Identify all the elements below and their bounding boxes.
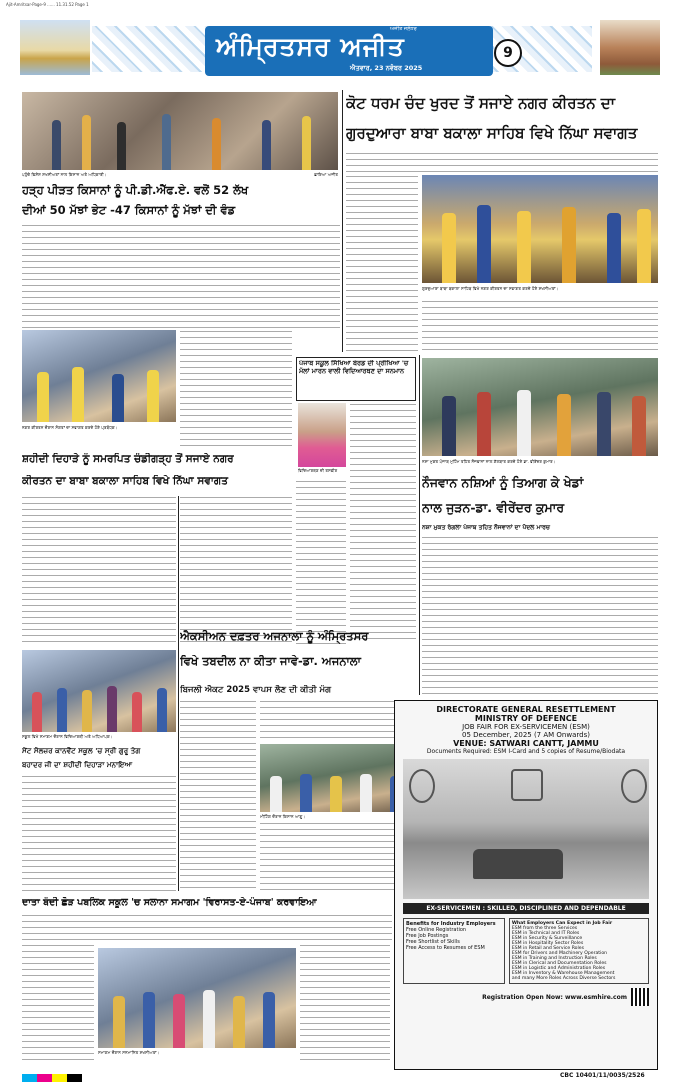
ad-expect-item: ESM for Drivers and Machinery Operation: [511, 951, 608, 956]
youth-story-body: [422, 536, 658, 694]
masthead: [20, 12, 660, 84]
student-story-right: [350, 403, 416, 643]
student-headline: ਪੰਜਾਬ ਸਕੂਲ ਸਿੱਖਿਆ ਬੋਰਡ ਦੀ ਪ੍ਰੀਖਿਆ 'ਚ ਮੱਲਾਂ ਮਾਰਨ ਵਾਲੀ ਵਿਦਿਆਰਥਣ ਦਾ ਸਨਮਾਨ: [299, 360, 409, 375]
ad-banner: EX-SERVICEMEN : SKILLED, DISCIPLINED AND DEPENDABLE: [403, 903, 649, 914]
xen-story-right-bottom: [260, 822, 416, 893]
lead-story-body: [346, 152, 658, 174]
youth-headline-line2: ਨਾਲ ਜੁੜਨ-ਡਾ. ਵੀਰੇਂਦਰ ਕੁਮਾਰ: [422, 500, 565, 515]
student-story-middle: [296, 480, 346, 645]
page-number: [494, 39, 522, 67]
student-headline-box: [296, 357, 416, 401]
xen-meeting-photo: [260, 744, 416, 812]
farmers-headline-line1: ਹੜ੍ਹ ਪੀੜਤ ਕਿਸਾਨਾਂ ਨੂੰ ਪੀ.ਡੀ.ਐੱਫ.ਏ. ਵਲੋਂ 52 ਲੱਖ: [22, 184, 249, 197]
ad-expect-box: [509, 918, 649, 984]
ad-employer-item: Free Shortlist of Skills: [406, 939, 460, 945]
ad-expect-item: ESM in Inventory & Warehouse Management: [511, 971, 615, 976]
masthead-subtitle: ਅਜੀਤ ਜਲੰਧਰ: [390, 26, 417, 32]
nagar-kirtan-caption: ਗੁਰਦੁਆਰਾ ਬਾਬਾ ਬਕਾਲਾ ਸਾਹਿਬ ਵਿਖੇ ਨਗਰ ਕੀਰਤਨ ਦਾ ਸਵਾਗਤ ਕਰਦੇ ਹੋਏ ਸ਼ਖਸੀਅਤਾਂ।: [422, 286, 559, 291]
ad-register-link[interactable]: Registration Open Now: www.esmhire.com: [482, 993, 627, 1001]
photo-credit: ਛਾਇਆ ਅਜੀਤ: [314, 172, 338, 177]
lead-headline-line1: ਕੋਟ ਧਰਮ ਚੰਦ ਖੁਰਦ ਤੋਂ ਸਜਾਏ ਨਗਰ ਕੀਰਤਨ ਦਾ: [346, 94, 616, 112]
column-rule: [342, 90, 343, 352]
bottom-event-photo: [98, 948, 296, 1048]
youth-subhead: ਨਸ਼ਾ ਮੁਕਤ ਰੰਗਲਾ ਪੰਜਾਬ ਤਹਿਤ ਨੌਜਵਾਨਾਂ ਦਾ ਪੈਦਲ ਮਾਰਚ: [422, 524, 550, 531]
student-photo: [298, 403, 346, 467]
masthead-date: ਐਤਵਾਰ, 23 ਨਵੰਬਰ 2025: [350, 64, 423, 72]
ad-code: CBC 10401/11/0035/2526: [560, 1072, 645, 1079]
shaheedi-story-body: [22, 496, 176, 646]
student-photo-caption: ਵਿਦਿਆਰਥਣ ਦੀ ਤਸਵੀਰ: [298, 468, 338, 473]
ad-expect-item: ESM in Hospitality Sector Roles: [511, 941, 584, 946]
shaheedi-headline-line1: ਸ਼ਹੀਦੀ ਦਿਹਾੜੇ ਨੂੰ ਸਮਰਪਿਤ ਚੰਡੀਗੜ੍ਹ ਤੋਂ ਸਜਾਏ ਨਗਰ: [22, 453, 234, 465]
bottom-story-right: [300, 944, 390, 1062]
school-headline-line2: ਬਹਾਦਰ ਜੀ ਦਾ ਸ਼ਹੀਦੀ ਦਿਹਾੜਾ ਮਨਾਇਆ: [22, 761, 133, 769]
ad-expect-item: ESM in Training and Instruction Roles: [511, 956, 597, 961]
ad-expect-item: and many More Roles Across Diverse Sectors: [511, 976, 616, 981]
golden-temple-illustration: [20, 20, 90, 75]
print-slug: Ajit-Amritsar-Page-9 ...... 11.31.52 Page 1: [6, 2, 89, 7]
navy-emblem-icon: [409, 769, 435, 803]
qr-code-icon: [631, 988, 649, 1006]
ad-line3: JOB FAIR FOR EX-SERVICEMEN (ESM): [462, 723, 590, 731]
heritage-building-illustration: [600, 20, 660, 75]
lead-story-bottom-columns: [422, 300, 658, 353]
army-emblem-icon: [511, 769, 543, 801]
ad-employer-item: Free Access to Resumes of ESM: [406, 945, 485, 951]
xen-story-body: [180, 700, 256, 893]
lead-story-left-column: [346, 175, 418, 353]
ad-line4: 05 December, 2025 (7 AM Onwards): [462, 731, 590, 739]
ad-employers-title: Benefits for Industry Employers: [406, 921, 496, 927]
bottom-story-left: [22, 944, 94, 1062]
ad-employers-box: [403, 918, 505, 984]
xen-headline-line1: ਐਕਸੀਅਨ ਦਫ਼ਤਰ ਅਜਨਾਲਾ ਨੂੰ ਅੰਮ੍ਰਿਤਸਰ: [180, 630, 369, 643]
ad-expect-item: ESM in Clerical and Documentation Roles: [511, 961, 607, 966]
farmers-headline-line2: ਦੀਆਂ 50 ਮੱਝਾਂ ਭੇਟ -47 ਕਿਸਾਨਾਂ ਨੂੰ ਮੱਝਾਂ ਦੀ ਵੰਡ: [22, 204, 236, 217]
shaheedi-story-col2: [180, 496, 292, 646]
xen-photo-caption: ਮੀਟਿੰਗ ਦੌਰਾਨ ਕਿਸਾਨ ਆਗੂ।: [260, 814, 306, 819]
ad-military-image: [403, 759, 649, 899]
ad-line1: DIRECTORATE GENERAL RESETTLEMENT: [436, 705, 616, 714]
ad-employer-item: Free Online Registration: [406, 927, 467, 933]
school-photo: [22, 650, 176, 732]
ad-line5: VENUE: SATWARI CANTT, JAMMU: [453, 739, 599, 748]
shaheedi-photo: [22, 330, 176, 422]
youth-photo: [422, 358, 658, 456]
job-fair-advertisement: [394, 700, 658, 1070]
page-number-value: 9: [503, 45, 513, 61]
school-photo-caption: ਸਕੂਲ ਵਿਖੇ ਸਮਾਗਮ ਦੌਰਾਨ ਵਿਦਿਆਰਥੀ ਅਤੇ ਅਧਿਆਪਕ।: [22, 734, 113, 739]
xen-story-right: [260, 700, 416, 742]
shaheedi-headline-line2: ਕੀਰਤਨ ਦਾ ਬਾਬਾ ਬਕਾਲਾ ਸਾਹਿਬ ਵਿਖੇ ਨਿੱਘਾ ਸਵਾਗਤ: [22, 475, 228, 487]
farmers-story-body: [22, 224, 340, 328]
ad-expect-item: ESM in Security & Surveillance: [511, 936, 583, 941]
student-story-body: [180, 330, 292, 450]
shaheedi-photo-caption: ਨਗਰ ਕੀਰਤਨ ਦੌਰਾਨ ਸੰਗਤਾਂ ਦਾ ਸਵਾਗਤ ਕਰਦੇ ਹੋਏ ਪ੍ਰਬੰਧਕ।: [22, 425, 118, 430]
xen-subhead: ਬਿਜਲੀ ਐਕਟ 2025 ਵਾਪਸ ਲੈਣ ਦੀ ਕੀਤੀ ਮੰਗ: [180, 685, 332, 695]
airforce-emblem-icon: [621, 769, 647, 803]
ad-expect-item: ESM in Logistic and Administration Roles: [511, 966, 606, 971]
farmers-photo-caption: ਪਹੁੰਚੇ ਵਿਸ਼ੇਸ਼ ਸ਼ਖਸੀਅਤਾਂ ਨਾਲ ਕਿਸਾਨ ਅਤੇ ਅਧਿਕਾਰੀ।: [22, 172, 107, 177]
bottom-story-body: [22, 914, 392, 944]
nagar-kirtan-photo: [422, 175, 658, 283]
ad-expect-item: ESM from the three Services: [511, 926, 578, 931]
ad-expect-title: What Employers Can Expect in Job Fair: [511, 921, 613, 926]
youth-photo-caption: ਨਸ਼ਾ ਮੁਕਤ ਪੰਜਾਬ ਮੁਹਿੰਮ ਤਹਿਤ ਨੌਜਵਾਨਾਂ ਨਾਲ ਗੱਲਬਾਤ ਕਰਦੇ ਹੋਏ ਡਾ. ਵੀਰੇਂਦਰ ਕੁਮਾਰ।: [422, 459, 556, 464]
color-registration-bar: [22, 1074, 82, 1082]
tank-silhouette: [473, 849, 563, 879]
ad-employer-item: Free Job Postings: [406, 933, 449, 939]
column-rule: [419, 355, 420, 695]
lead-headline-line2: ਗੁਰਦੁਆਰਾ ਬਾਬਾ ਬਕਾਲਾ ਸਾਹਿਬ ਵਿਖੇ ਨਿੱਘਾ ਸਵਾਗਤ: [346, 124, 638, 142]
bottom-photo-caption: ਸਮਾਗਮ ਦੌਰਾਨ ਸਨਮਾਨਿਤ ਸ਼ਖਸੀਅਤਾਂ।: [98, 1050, 160, 1055]
bottom-headline: ਦਾਤਾ ਬੰਦੀ ਛੋੜ ਪਬਲਿਕ ਸਕੂਲ 'ਚ ਸਲਾਨਾ ਸਮਾਗਮ 'ਵਿਰਾਸਤ-ਏ-ਪੰਜਾਬ' ਕਰਵਾਇਆ: [22, 897, 317, 908]
ad-expect-item: ESM in Technical and IT Roles: [511, 931, 580, 936]
masthead-title: ਅੰਮ੍ਰਿਤਸਰ ਅਜੀਤ: [216, 32, 405, 61]
ad-line6: Documents Required: ESM I-Card and 5 copies of Resume/Biodata: [426, 748, 626, 755]
school-story-body: [22, 775, 176, 893]
school-headline-line1: ਸੇਂਟ ਸੋਲਜ਼ਰ ਕਾਨਵੈਂਟ ਸਕੂਲ 'ਚ ਸ੍ਰੀ ਗੁਰੂ ਤੇਗ: [22, 747, 141, 755]
youth-headline-line1: ਨੌਜਵਾਨ ਨਸ਼ਿਆਂ ਨੂੰ ਤਿਆਗ ਕੇ ਖੇਡਾਂ: [422, 475, 584, 490]
ad-expect-item: ESM in Retail and Service Roles: [511, 946, 584, 951]
ad-line2: MINISTRY OF DEFENCE: [474, 714, 578, 723]
xen-headline-line2: ਵਿਖੇ ਤਬਦੀਲ ਨਾ ਕੀਤਾ ਜਾਵੇ-ਡਾ. ਅਜਨਾਲਾ: [180, 655, 361, 668]
column-rule: [178, 496, 179, 891]
farmers-photo: [22, 92, 338, 170]
